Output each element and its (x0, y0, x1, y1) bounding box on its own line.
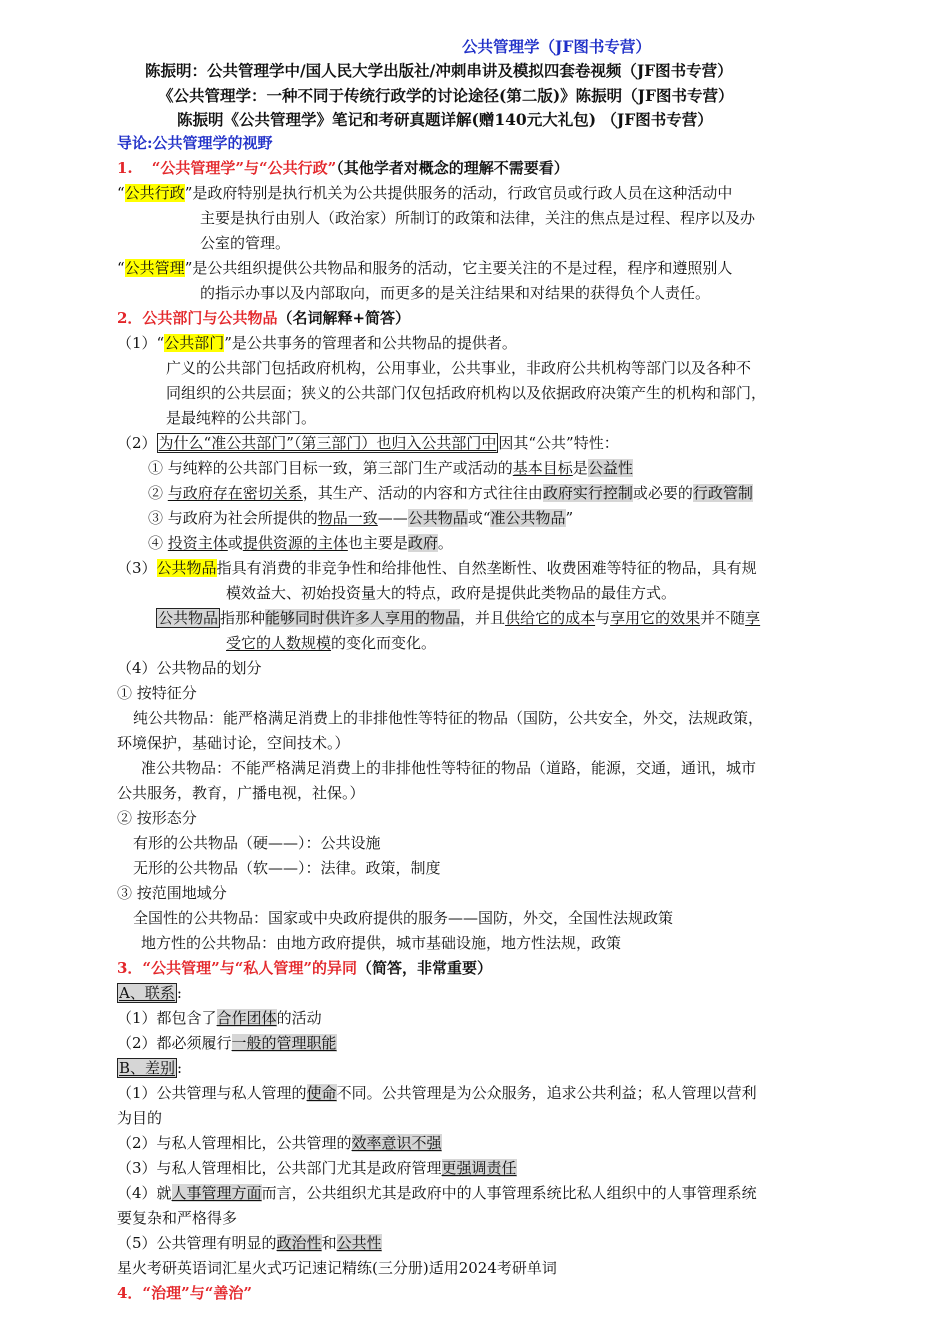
header-line-4-text: 陈振明《公共管理学》笔记和考研真题详解(赠140元大礼包) （JF图书专营） (177, 110, 713, 129)
reason-1 (148, 458, 633, 478)
difference-5 (117, 1233, 382, 1253)
p3-prefix: （3） (117, 559, 157, 577)
reason-2-highlight-1: 政府实行控制 (542, 484, 633, 502)
p1-prefix: （1）“ (117, 334, 165, 352)
reason-1-highlight: 公益性 (587, 459, 633, 477)
reason-4-or: 或 (227, 534, 243, 552)
reason-3-text: ③ 与政府为社会所提供的 (148, 509, 318, 527)
similarity-1-text: （1）都包含了 (117, 1009, 217, 1027)
header-line-3-text: 《公共管理学：一种不同于传统行政学的讨论途径(第二版)》陈振明（JF图书专营） (158, 86, 734, 105)
difference-1-highlight: 使命 (306, 1084, 337, 1102)
similarities-label (117, 983, 182, 1003)
difference-2-highlight: 效率意识不强 (351, 1134, 442, 1152)
reason-4-underline-1: 投资主体 (167, 534, 228, 552)
class-by-region: ③ 按范围地域分 (117, 884, 227, 902)
difference-4-highlight: 人事管理方面 (171, 1184, 262, 1202)
header-line-3 (158, 84, 734, 106)
p3b-underline-2: 享用它的效果 (610, 609, 701, 627)
pure-goods-line-1: 纯公共物品：能严格满足消费上的非排他性等特征的物品（国防，公共安全，外交，法规政策， (133, 709, 764, 727)
difference-4-line-2: 要复杂和严格得多 (117, 1209, 238, 1227)
admin-def-line-2: 主要是执行由别人（政治家）所制订的政策和法律，关注的焦点是过程、程序以及办 (200, 209, 756, 227)
difference-5-text: （5）公共管理有明显的 (117, 1234, 277, 1252)
reason-4-num: ④ (148, 534, 168, 552)
difference-1-text: （1）公共管理与私人管理的 (117, 1084, 307, 1102)
term-public-sector: 公共部门 (164, 334, 225, 352)
reason-3-dash: —— (377, 509, 408, 527)
section-1-heading (117, 158, 569, 178)
difference-1 (117, 1083, 757, 1103)
p3b-line-1 (156, 608, 760, 628)
reason-4-underline-2: 提供资源的主体 (242, 534, 348, 552)
pure-goods-line-2: 环境保护，基础讨论，空间技术。） (117, 734, 350, 752)
difference-2 (117, 1133, 442, 1153)
reason-3-highlight-2: 准公共物品 (490, 509, 566, 527)
p1-text: ”是公共事务的管理者和公共物品的提供者。 (224, 334, 517, 352)
p3b-line-2 (226, 633, 436, 653)
reason-4 (148, 533, 453, 553)
difference-4-text: （4）就 (117, 1184, 172, 1202)
differences-colon: : (177, 1059, 183, 1077)
p3b-line-2-text: 的变化而变化。 (331, 634, 437, 652)
advert-line: 星火考研英语词汇星火式巧记速记精练(三分册)适用2024考研单词 (117, 1259, 557, 1277)
section-3-heading (117, 958, 492, 978)
reason-3 (148, 508, 573, 528)
difference-4-rest: 而言，公共组织尤其是政府中的人事管理系统比私人组织中的人事管理系统 (261, 1184, 757, 1202)
difference-1-rest: 不同。公共管理是为公众服务，追求公共利益；私人管理以营利 (336, 1084, 757, 1102)
document-title: 公共管理学（JF图书专营） (462, 37, 651, 56)
difference-1-line-2: 为目的 (117, 1109, 163, 1127)
p3b-line-2-underline: 受它的人数规模 (226, 634, 332, 652)
class-by-form: ② 按形态分 (117, 809, 197, 827)
reason-1-text: ① 与纯粹的公共部门目标一致，第三部门生产或活动的 (148, 459, 513, 477)
reason-4-end: 。 (437, 534, 453, 552)
class-by-feature: ① 按特征分 (117, 684, 197, 702)
p2-boxed-question: 为什么“准公共部门”（第三部门）也归入公共部门中 (158, 434, 497, 452)
p3-line-1 (117, 558, 757, 578)
section-3-title: 3．“公共管理”与“私人管理”的异同 (117, 959, 357, 977)
p2-text: 因其“公共”特性： (498, 434, 619, 452)
mgmt-def-text-1: ”是公共组织提供公共物品和服务的活动，它主要关注的不是过程，程序和遵照别人 (184, 259, 733, 277)
p1-line-3: 同组织的公共层面；狭义的公共部门仅包括政府机构以及依据政府决策产生的机构和部门， (166, 384, 767, 402)
p1-line-4: 是最纯粹的公共部门。 (166, 409, 317, 427)
term-public-goods-boxed: 公共物品 (158, 609, 219, 627)
p3b-underline-1: 供给它的成本 (505, 609, 596, 627)
p3b-c: 与 (595, 609, 611, 627)
quasi-goods-line-1: 准公共物品：不能严格满足消费上的非排他性等特征的物品（道路，能源，交通，通讯，城市 (141, 759, 757, 777)
p2-prefix: （2） (117, 434, 157, 452)
header-line-2-text: 陈振明：公共管理学中/国人民大学出版社/冲刺串讲及模拟四套卷视频（JF图书专营） (145, 61, 733, 80)
local-goods: 地方性的公共物品：由地方政府提供，城市基础设施，地方性法规，政策 (141, 934, 622, 952)
term-public-goods: 公共物品 (156, 559, 217, 577)
p3b-highlight: 能够同时供许多人享用的物品 (265, 609, 461, 627)
difference-3 (117, 1158, 517, 1178)
difference-2-text: （2）与私人管理相比，公共管理的 (117, 1134, 352, 1152)
reason-2-highlight-2: 行政管制 (692, 484, 753, 502)
reason-3-underline: 物品一致 (317, 509, 378, 527)
difference-5-highlight-2: 公共性 (336, 1234, 382, 1252)
tangible-goods: 有形的公共物品（硬——）：公共设施 (133, 834, 381, 852)
header-line-2 (145, 59, 733, 81)
p2-line (117, 433, 619, 453)
section-1-title: “公共管理学”与“公共行政” (151, 159, 337, 177)
section-2-note: （名词解释+简答） (277, 309, 411, 327)
reason-1-underline: 基本目标 (512, 459, 573, 477)
reason-3-highlight-1: 公共物品 (407, 509, 468, 527)
term-public-administration: 公共行政 (124, 184, 185, 202)
intro-heading: 导论:公共管理学的视野 (117, 134, 273, 152)
similarity-1-end: 的活动 (276, 1009, 322, 1027)
p3b-a: 指那种 (220, 609, 266, 627)
similarity-2-text: （2）都必须履行 (117, 1034, 232, 1052)
difference-3-highlight: 更强调责任 (441, 1159, 517, 1177)
similarities-box: A、联系 (119, 984, 175, 1002)
reason-3-mid: 或“ (467, 509, 491, 527)
intangible-goods: 无形的公共物品（软——）：法律。政策，制度 (133, 859, 441, 877)
differences-box: B、差别 (119, 1059, 176, 1077)
difference-5-and: 和 (321, 1234, 337, 1252)
reason-1-mid: 是 (572, 459, 588, 477)
reason-2-num: ② (148, 484, 168, 502)
reason-3-end: ” (565, 509, 574, 527)
reason-2 (148, 483, 753, 503)
admin-def-line-3: 公室的管理。 (200, 234, 291, 252)
difference-4 (117, 1183, 757, 1203)
quote-open: “ (117, 184, 125, 202)
p4-line: （4）公共物品的划分 (117, 659, 262, 677)
section-1-number: 1. (117, 159, 133, 177)
similarity-1-highlight: 合作团体 (216, 1009, 277, 1027)
difference-5-highlight-1: 政治性 (276, 1234, 322, 1252)
term-public-management: 公共管理 (124, 259, 185, 277)
p3b-underline-3: 享 (745, 609, 761, 627)
reason-4-mid: 也主要是 (347, 534, 408, 552)
admin-def-line-1 (117, 183, 732, 203)
similarity-1 (117, 1008, 322, 1028)
reason-2-underline: 与政府存在密切关系 (167, 484, 303, 502)
similarities-colon: : (176, 984, 182, 1002)
quasi-goods-line-2: 公共服务，教育，广播电视，社保。） (117, 784, 365, 802)
p3b-b: ，并且 (460, 609, 506, 627)
section-2-title: 2．公共部门与公共物品 (117, 309, 278, 327)
reason-2-text: ，其生产、活动的内容和方式往往由 (302, 484, 543, 502)
difference-3-text: （3）与私人管理相比，公共部门尤其是政府管理 (117, 1159, 442, 1177)
differences-label (117, 1058, 182, 1078)
section-4-title: 4．“治理”与“善治” (117, 1284, 252, 1302)
reason-4-highlight: 政府 (407, 534, 438, 552)
mgmt-def-line-2: 的指示办事以及内部取向，而更多的是关注结果和对结果的获得负个人责任。 (200, 284, 711, 302)
p1-line-1 (117, 333, 517, 353)
section-3-note: （简答，非常重要） (356, 959, 492, 977)
p3b-d: 并不随 (700, 609, 746, 627)
admin-def-text-1: ”是政府特别是执行机关为公共提供服务的活动，行政官员或行政人员在这种活动中 (184, 184, 733, 202)
p1-line-2: 广义的公共部门包括政府机构，公用事业，公共事业，非政府公共机构等部门以及各种不 (166, 359, 752, 377)
header-line-4 (177, 108, 713, 130)
section-2-heading (117, 308, 410, 328)
p3-text: 指具有消费的非竞争性和给排他性、自然垄断性、收费困难等特征的物品，具有规 (216, 559, 757, 577)
similarity-2 (117, 1033, 337, 1053)
national-goods: 全国性的公共物品：国家或中央政府提供的服务——国防，外交，全国性法规政策 (133, 909, 674, 927)
section-4-heading (117, 1283, 252, 1303)
p3-line-2: 模效益大、初始投资量大的特点，政府是提供此类物品的最佳方式。 (226, 584, 677, 602)
mgmt-def-line-1 (117, 258, 732, 278)
section-1-note: （其他学者对概念的理解不需要看） (336, 159, 569, 177)
similarity-2-highlight: 一般的管理职能 (231, 1034, 337, 1052)
reason-2-mid: 或必要的 (632, 484, 693, 502)
quote-open: “ (117, 259, 125, 277)
